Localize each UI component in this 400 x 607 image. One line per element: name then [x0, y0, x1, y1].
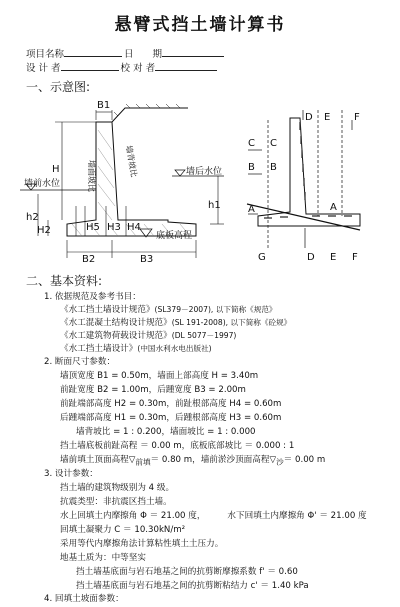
- item-4-heading: 4. 回填土坡面参数：: [44, 594, 124, 604]
- reference-2: 《水工混凝土结构设计规范》(SL 191-2008), 以下简称《砼规》: [60, 318, 292, 328]
- project-name-field[interactable]: [64, 47, 122, 57]
- section-letter-D-top: D: [305, 112, 313, 123]
- dim-line-1: 墙顶宽度 B1 = 0.50m，墙面上部高度 H = 3.40m: [60, 371, 259, 381]
- checker-label: 校 对 者: [120, 63, 156, 74]
- checker-field[interactable]: [155, 61, 217, 71]
- section-letter-G-bottom: G: [258, 252, 266, 263]
- section-letter-F-bottom: F: [352, 252, 358, 263]
- base-elevation-label: 底板高程: [156, 231, 193, 241]
- reference-4: 《水工挡土墙设计》(中国水利水电出版社): [60, 344, 212, 354]
- wall-back-slope-label: 墙背坡比: [124, 144, 139, 178]
- design-line-5: 采用等代内摩擦角法计算粘性填土土压力。: [60, 539, 224, 549]
- reference-1: 《水工挡土墙设计规范》(SL379－2007), 以下简称《规范》: [60, 305, 277, 315]
- dim-B1-label: B1: [97, 100, 111, 111]
- dim-B2-label: B2: [82, 254, 96, 265]
- section-letter-A-right: A: [330, 202, 337, 213]
- designer-label: 设 计 者: [26, 63, 61, 74]
- item-3-heading: 3. 设计参数：: [44, 469, 98, 479]
- dim-line-7: 墙前填土顶面高程$▽_{前填}= 0.80$ m，墙前淤沙顶面高程$▽_沙= 0.00$ m: [60, 455, 326, 467]
- section-1-heading: 一、示意图:: [26, 80, 91, 94]
- section-letter-A-left: A: [248, 204, 255, 215]
- retaining-wall-diagram: [0, 90, 400, 268]
- dim-B3-label: B3: [140, 254, 154, 265]
- section-letter-D-bottom: D: [307, 252, 315, 263]
- section-letter-E-bottom: E: [330, 252, 337, 263]
- section-letter-E-top: E: [324, 112, 331, 123]
- design-line-7: 挡土墙基底面与岩石地基之间的抗剪断摩擦系数 f' ＝ 0.60: [76, 567, 298, 577]
- design-line-2: 抗震类型：非抗震区挡土墙。: [60, 497, 172, 507]
- document-title: 悬臂式挡土墙计算书: [114, 15, 286, 35]
- design-line-6: 地基土质为：中等坚实: [60, 553, 146, 563]
- project-name-label: 项目名称: [26, 49, 65, 60]
- designer-field[interactable]: [61, 61, 119, 71]
- section-letter-B-left: B: [248, 162, 255, 173]
- dim-H5-label: H5: [86, 222, 100, 233]
- designer-row: [26, 60, 217, 74]
- section-2-heading: 二、基本资料:: [26, 274, 103, 288]
- item-2-heading: 2. 断面尺寸参数：: [44, 357, 116, 367]
- project-name-row: [26, 46, 224, 60]
- back-water-label: 墙后水位: [186, 167, 223, 177]
- dim-line-2: 前趾宽度 B2 = 1.00m，后踵宽度 B3 = 2.00m: [60, 385, 246, 395]
- section-letter-B-right: B: [270, 162, 277, 173]
- dim-H3-label: H3: [107, 222, 121, 233]
- design-line-4: 回填土凝聚力 C ＝ 10.30kN/m²: [60, 525, 186, 535]
- dim-h1-label: h1: [208, 200, 221, 211]
- dim-line-4: 后踵端部高度 H1 = 0.30m，后踵根部高度 H3 = 0.60m: [60, 413, 282, 423]
- section-letter-C-right: C: [270, 138, 277, 149]
- design-line-1: 挡土墙的建筑物级别为 4 级。: [60, 483, 175, 493]
- design-line-8: 挡土墙基底面与岩石地基之间的抗剪断粘结力 c' ＝ 1.40 kPa: [76, 581, 309, 591]
- date-label: 日 期: [124, 49, 163, 60]
- design-line-3: 水上回填土内摩擦角 Φ ＝ 21.00 度， 水下回填土内摩擦角 Φ' ＝ 21.00 度: [60, 511, 367, 521]
- dim-line-5: 墙背坡比 = 1 : 0.200，墙面坡比 = 1 : 0.000: [76, 427, 256, 437]
- section-letter-F-top: F: [354, 112, 360, 123]
- dim-H4-label: H4: [127, 222, 141, 233]
- wall-front-slope-label: 墙面坡比: [87, 160, 96, 192]
- reference-3: 《水工建筑物荷载设计规范》(DL 5077－1997): [60, 331, 237, 341]
- dim-line-3: 前趾端部高度 H2 = 0.30m，前趾根部高度 H4 = 0.60m: [60, 399, 282, 409]
- dim-line-6: 挡土墙底板前趾高程 ＝ 0.00 m，底板底部坡比 ＝ 0.000 : 1: [60, 441, 295, 451]
- section-letter-C-left: C: [248, 138, 255, 149]
- dim-h2-label: h2: [26, 212, 39, 223]
- item-1-heading: 1. 依据规范及参考书目：: [44, 292, 141, 302]
- date-field[interactable]: [162, 47, 224, 57]
- dim-H-label: H: [52, 164, 60, 175]
- dim-H2-label: H2: [37, 225, 51, 236]
- front-water-label: 墙前水位: [24, 179, 61, 189]
